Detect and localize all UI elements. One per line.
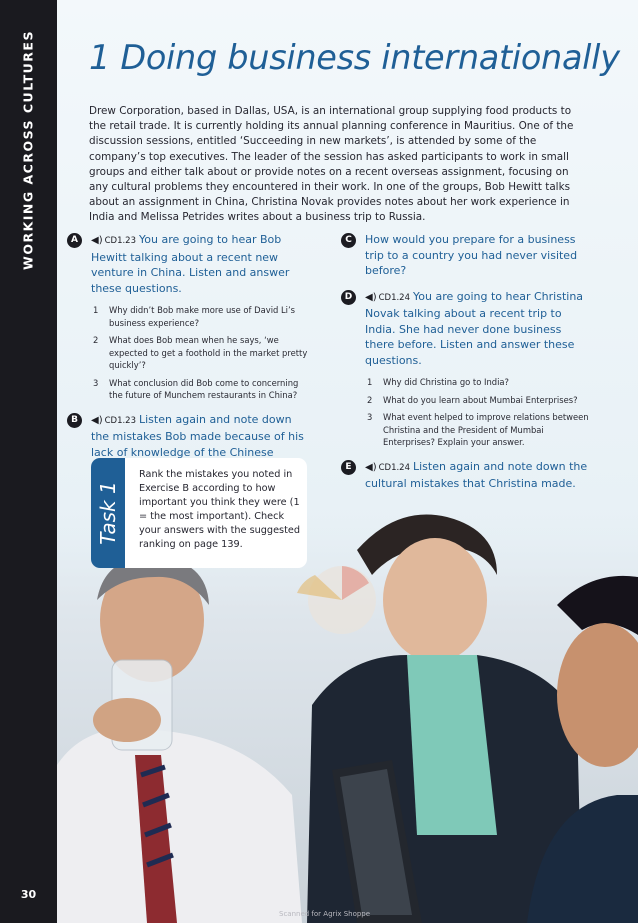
- question-item: [91, 334, 312, 372]
- question-number: 2: [93, 335, 99, 345]
- question-text: Why didn’t Bob make more use of David Li’s business experience?: [109, 305, 296, 328]
- page-content: [57, 0, 638, 923]
- speaker-icon[interactable]: ◀): [365, 461, 377, 473]
- page-number: 30: [20, 888, 37, 901]
- intro-paragraph: Drew Corporation, based in Dallas, USA, is an international group supplying food products to the retail trade. It is currently holding its annual planning conference in Mauritius. One of the discussion sessions, entitled ‘Succeeding in new markets’, is attended by some of the company’s top executives. The leader of the session has asked participants to work in small groups and either talk about or provide notes on a recent overseas assignment, focusing on any cultural problems they encountered in their work. In one of the groups, Bob Hewitt talks about an assignment in China, Christina Novak provides notes about her work experience in India and Melissa Petrides writes about a business trip to Russia.: [89, 105, 574, 224]
- right-column: [341, 232, 591, 502]
- question-number: 1: [367, 377, 373, 387]
- question-number: 3: [93, 377, 99, 388]
- exercise-b-track: CD1.23: [104, 415, 136, 426]
- exercise-c-badge: C: [341, 233, 356, 248]
- exercise-d-prompt: [365, 289, 591, 369]
- exercise-e-badge: E: [341, 460, 356, 475]
- question-text: What event helped to improve relations between Christina and the President of Mumbai Enterprises? Explain your answer.: [383, 412, 589, 447]
- exercise-c-prompt: How would you prepare for a business trip to a country you had never visited before?: [365, 233, 578, 277]
- task-label: Task 1: [96, 481, 120, 545]
- question-text: What does Bob mean when he says, ‘we expected to get a foothold in the market pretty quickly’?: [109, 335, 308, 370]
- speaker-icon[interactable]: ◀): [365, 291, 377, 303]
- exercise-a-track: CD1.23: [104, 236, 136, 246]
- question-item: [91, 304, 312, 329]
- exercise-d-prompt-text: You are going to hear Christina Novak talking about a recent trip to India. She had never done business there before. Listen and answer these questions.: [365, 289, 584, 367]
- question-text: Why did Christina go to India?: [383, 377, 510, 387]
- question-number: 3: [367, 412, 373, 422]
- exercise-b-badge: B: [67, 413, 82, 428]
- question-number: 1: [93, 305, 99, 315]
- question-item: [91, 377, 312, 402]
- task-tab: [91, 458, 125, 568]
- exercise-e: [341, 459, 591, 492]
- exercise-a: [67, 232, 312, 402]
- exercise-d-questions: [365, 376, 591, 449]
- exercise-d-track: CD1.24: [378, 292, 410, 303]
- exercise-d: [341, 289, 591, 449]
- speaker-icon[interactable]: ◀): [91, 235, 103, 246]
- question-number: 2: [367, 394, 373, 405]
- section-label: WORKING ACROSS CULTURES: [20, 30, 36, 270]
- page-title: 1 Doing business internationally: [89, 38, 620, 77]
- exercise-a-prompt-text: You are going to hear Bob Hewitt talking about a recent new venture in China. Listen and answer these questions.: [91, 233, 290, 295]
- task-box: [91, 458, 307, 568]
- left-column: [67, 232, 312, 486]
- exercise-c: [341, 232, 591, 279]
- exercise-a-prompt: [91, 232, 312, 296]
- exercise-d-badge: D: [341, 290, 356, 305]
- sidebar: [0, 0, 57, 923]
- speaker-icon[interactable]: ◀): [91, 414, 103, 426]
- question-item: [365, 394, 591, 407]
- exercise-a-questions: [91, 304, 312, 402]
- task-text: Rank the mistakes you noted in Exercise B according to how important you think they were (1 = the most important). Check your answers with the suggested ranking on page 139.: [139, 469, 300, 550]
- exercise-b-prompt-text: Listen again and note down the mistakes Bob made because of his lack of knowledge of the Chinese: [91, 412, 304, 459]
- question-item: [365, 376, 591, 389]
- question-text: What conclusion did Bob come to concerning the future of Munchem restaurants in China?: [109, 377, 299, 400]
- exercise-e-track: CD1.24: [378, 462, 410, 473]
- exercise-e-prompt: [365, 459, 591, 492]
- scan-watermark: Scanned for Agrix Shoppe: [279, 910, 371, 918]
- exercise-e-prompt-text: Listen again and note down the cultural mistakes that Christina made.: [365, 459, 588, 490]
- exercise-a-badge: A: [67, 233, 82, 248]
- question-text: What do you learn about Mumbai Enterprises?: [383, 394, 578, 405]
- question-item: [365, 411, 591, 449]
